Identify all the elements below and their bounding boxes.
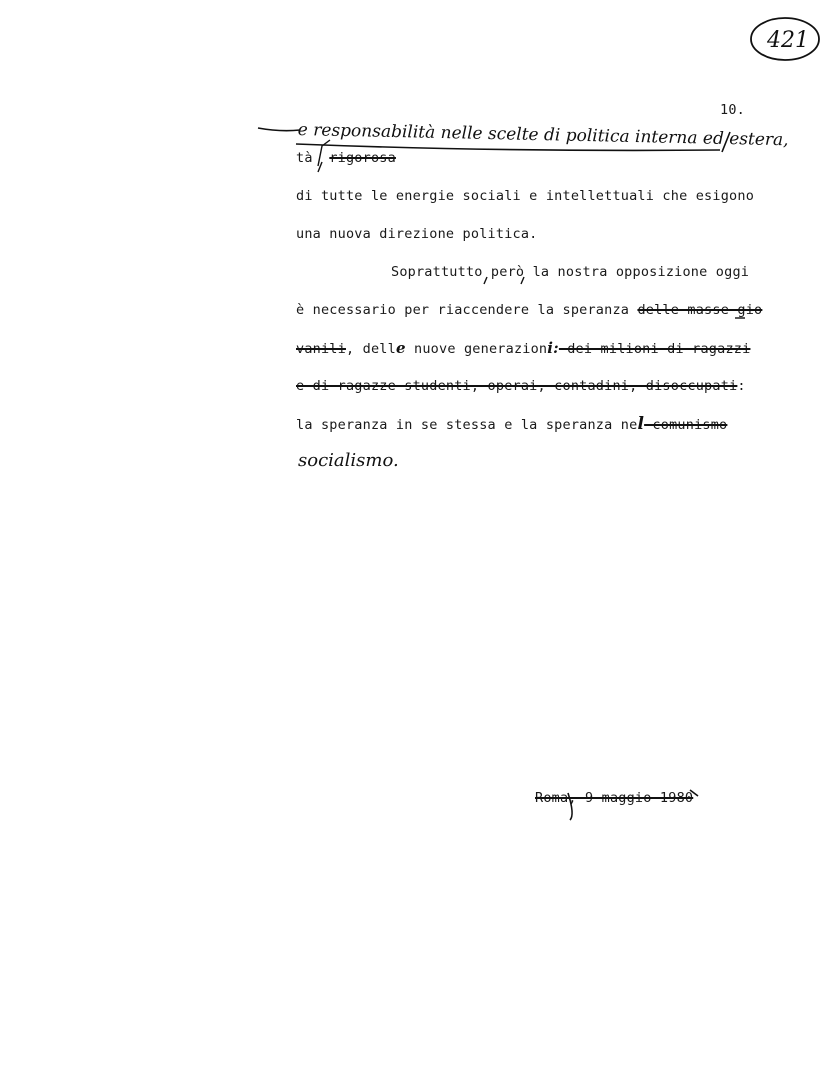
paragraph2-line4: e di ragazze studenti, operai, contadini, disoccupati:: [296, 378, 746, 394]
paragraph2-line5: la speranza in se stessa e la speranza nel comunismo: [296, 414, 728, 434]
paragraph1-line1: di tutte le energie sociali e intellettuali che esigono: [296, 188, 755, 204]
paragraph1-line2: una nuova direzione politica.: [296, 226, 538, 242]
handwritten-socialismo: socialismo.: [298, 450, 399, 471]
struck-date-line: Roma, 9 maggio 1980: [535, 790, 694, 806]
page-stamp: [745, 14, 825, 64]
paragraph2-line3: vanili, delle nuove generazioni: dei milioni di ragazzi: [296, 339, 751, 357]
struck-comunismo: comunismo: [644, 417, 728, 433]
ta-text: tà: [296, 150, 313, 166]
struck-masse-giovanili: delle masse gio: [637, 302, 763, 318]
stamp-oval-icon: [745, 14, 825, 64]
struck-ragazze-studenti: e di ragazze studenti, operai, contadini, disoccupati: [296, 378, 738, 394]
ta-struck-word: rigorosa: [329, 150, 396, 166]
pen-dash-left: [258, 128, 300, 131]
paragraph2-line1: Soprattutto però la nostra opposizione oggi: [391, 264, 750, 280]
stamp-number: 421: [767, 28, 809, 53]
handwritten-annotation: e responsabilità nelle scelte di politica interna ed estera,: [297, 120, 789, 151]
paragraph2-line2: è necessario per riaccendere la speranza delle masse gio: [296, 302, 763, 318]
page-number: 10.: [720, 102, 745, 118]
line-ta: [296, 150, 396, 166]
